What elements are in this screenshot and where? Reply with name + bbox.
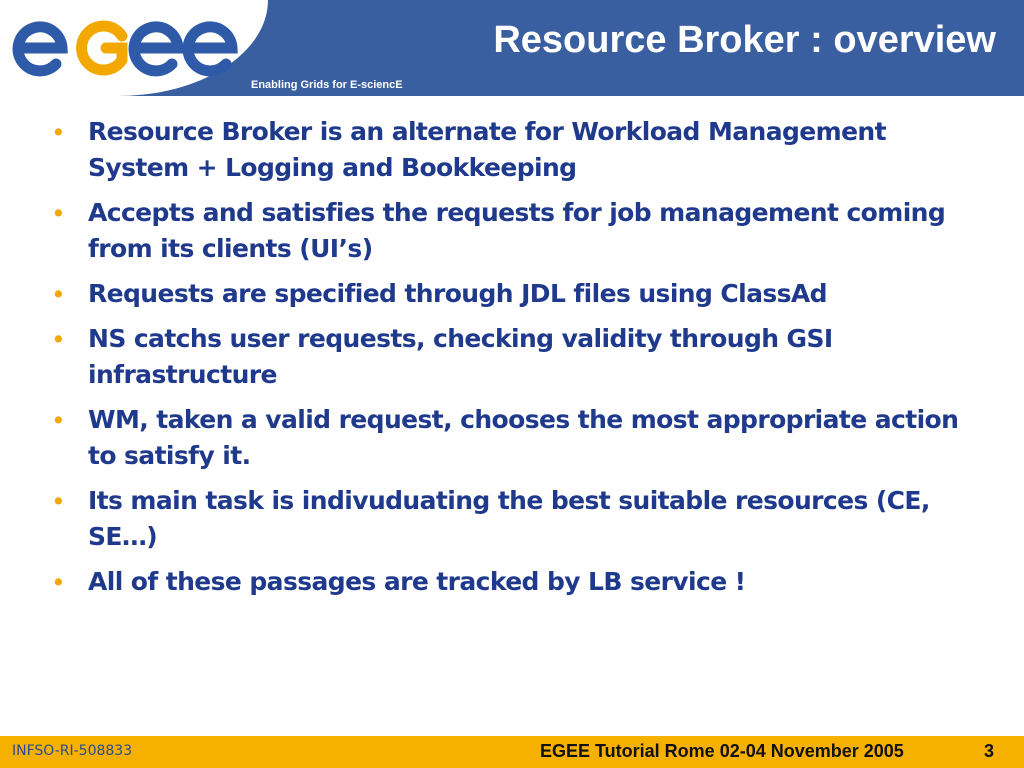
bullet-marker: • <box>54 568 63 596</box>
bullet-marker: • <box>54 280 63 308</box>
tagline: Enabling Grids for E-sciencE <box>251 79 403 91</box>
event-name: EGEE Tutorial Rome 02-04 November 2005 <box>540 741 904 761</box>
bullet-item <box>48 402 968 474</box>
page-number: 3 <box>984 741 995 761</box>
bullet-text: Resource Broker is an alternate for Workload Management System + Logging and Bookkeeping <box>88 117 886 182</box>
bullet-marker: • <box>54 118 63 146</box>
footer-bar <box>0 736 1024 768</box>
bullet-item <box>48 114 968 186</box>
bullet-text: NS catchs user requests, checking validity through GSI infrastructure <box>88 324 833 389</box>
bullet-marker: • <box>54 406 63 434</box>
bullet-item <box>48 195 968 267</box>
project-id: INFSO-RI-508833 <box>12 743 133 759</box>
logo-letter-e-1 <box>18 27 62 71</box>
header-bar <box>0 0 1024 96</box>
slide-title: Resource Broker : overview <box>493 19 996 61</box>
bullet-item <box>48 276 968 312</box>
egee-logo <box>12 14 244 82</box>
logo-letter-e-3 <box>188 27 232 71</box>
bullet-item <box>48 321 968 393</box>
bullet-marker: • <box>54 487 63 515</box>
logo-letter-e-2 <box>134 27 178 71</box>
bullet-marker: • <box>54 199 63 227</box>
bullet-marker: • <box>54 325 63 353</box>
bullet-text: Requests are specified through JDL files using ClassAd <box>88 279 827 308</box>
logo-letter-g <box>82 26 122 70</box>
bullet-item <box>48 564 968 600</box>
bullet-text: WM, taken a valid request, chooses the most appropriate action to satisfy it. <box>88 405 959 470</box>
bullet-text: Accepts and satisfies the requests for job management coming from its clients (UI’s) <box>88 198 946 263</box>
bullet-text: Its main task is indivuduating the best suitable resources (CE, SE…) <box>88 486 930 551</box>
bullet-text: All of these passages are tracked by LB service ! <box>88 567 746 596</box>
bullet-item <box>48 483 968 555</box>
bullet-list <box>48 114 968 609</box>
